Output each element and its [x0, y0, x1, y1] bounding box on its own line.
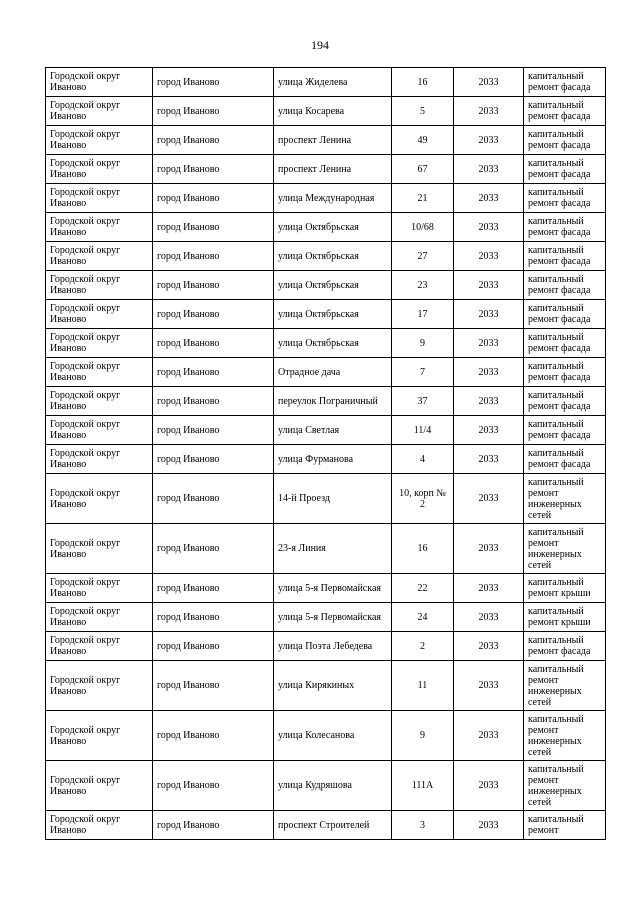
cell-year: 2033: [454, 574, 524, 603]
cell-house: 7: [392, 358, 454, 387]
table-row: [46, 524, 606, 574]
cell-house: 27: [392, 242, 454, 271]
cell-house: 10, корп № 2: [392, 474, 454, 524]
table-row: [46, 184, 606, 213]
cell-district: Городской округ Иваново: [46, 661, 153, 711]
cell-street: улица Октябрьская: [274, 271, 392, 300]
cell-city: город Иваново: [153, 761, 274, 811]
cell-house: 11: [392, 661, 454, 711]
cell-district: Городской округ Иваново: [46, 603, 153, 632]
cell-street: улица Октябрьская: [274, 242, 392, 271]
cell-street: улица Жиделева: [274, 68, 392, 97]
table-row: [46, 761, 606, 811]
cell-work-type: капитальный ремонт инженерных сетей: [524, 474, 606, 524]
cell-city: город Иваново: [153, 632, 274, 661]
cell-work-type: капитальный ремонт фасада: [524, 155, 606, 184]
cell-work-type: капитальный ремонт инженерных сетей: [524, 661, 606, 711]
cell-year: 2033: [454, 184, 524, 213]
cell-city: город Иваново: [153, 387, 274, 416]
cell-city: город Иваново: [153, 445, 274, 474]
cell-work-type: капитальный ремонт: [524, 811, 606, 840]
cell-city: город Иваново: [153, 184, 274, 213]
cell-house: 67: [392, 155, 454, 184]
cell-district: Городской округ Иваново: [46, 574, 153, 603]
cell-house: 23: [392, 271, 454, 300]
cell-work-type: капитальный ремонт фасада: [524, 632, 606, 661]
cell-work-type: капитальный ремонт фасада: [524, 213, 606, 242]
cell-city: город Иваново: [153, 242, 274, 271]
cell-district: Городской округ Иваново: [46, 271, 153, 300]
cell-year: 2033: [454, 661, 524, 711]
table-row: [46, 574, 606, 603]
cell-year: 2033: [454, 155, 524, 184]
table-row: [46, 271, 606, 300]
table-row: [46, 242, 606, 271]
cell-street: улица Октябрьская: [274, 329, 392, 358]
table-row: [46, 445, 606, 474]
cell-year: 2033: [454, 68, 524, 97]
cell-year: 2033: [454, 761, 524, 811]
table-row: [46, 300, 606, 329]
cell-city: город Иваново: [153, 213, 274, 242]
cell-street: 14-й Проезд: [274, 474, 392, 524]
cell-city: город Иваново: [153, 271, 274, 300]
cell-house: 5: [392, 97, 454, 126]
cell-work-type: капитальный ремонт фасада: [524, 184, 606, 213]
cell-year: 2033: [454, 300, 524, 329]
table-row: [46, 155, 606, 184]
cell-street: улица Фурманова: [274, 445, 392, 474]
cell-work-type: капитальный ремонт инженерных сетей: [524, 711, 606, 761]
cell-city: город Иваново: [153, 155, 274, 184]
cell-house: 16: [392, 524, 454, 574]
cell-street: улица 5-я Первомайская: [274, 603, 392, 632]
cell-district: Городской округ Иваново: [46, 387, 153, 416]
table-row: [46, 632, 606, 661]
cell-work-type: капитальный ремонт фасада: [524, 387, 606, 416]
cell-work-type: капитальный ремонт инженерных сетей: [524, 761, 606, 811]
cell-district: Городской округ Иваново: [46, 300, 153, 329]
cell-district: Городской округ Иваново: [46, 632, 153, 661]
cell-house: 9: [392, 329, 454, 358]
cell-work-type: капитальный ремонт фасада: [524, 416, 606, 445]
table-body: [46, 68, 606, 840]
cell-house: 16: [392, 68, 454, 97]
cell-year: 2033: [454, 97, 524, 126]
table-row: [46, 711, 606, 761]
cell-house: 21: [392, 184, 454, 213]
cell-street: проспект Строителей: [274, 811, 392, 840]
cell-district: Городской округ Иваново: [46, 474, 153, 524]
cell-city: город Иваново: [153, 68, 274, 97]
cell-year: 2033: [454, 632, 524, 661]
cell-district: Городской округ Иваново: [46, 97, 153, 126]
cell-street: улица Октябрьская: [274, 300, 392, 329]
cell-city: город Иваново: [153, 524, 274, 574]
cell-district: Городской округ Иваново: [46, 358, 153, 387]
cell-street: улица Косарева: [274, 97, 392, 126]
cell-house: 3: [392, 811, 454, 840]
cell-year: 2033: [454, 603, 524, 632]
cell-district: Городской округ Иваново: [46, 68, 153, 97]
cell-street: проспект Ленина: [274, 155, 392, 184]
cell-street: улица Поэта Лебедева: [274, 632, 392, 661]
cell-year: 2033: [454, 126, 524, 155]
cell-house: 37: [392, 387, 454, 416]
table-row: [46, 213, 606, 242]
cell-year: 2033: [454, 811, 524, 840]
cell-street: улица Кудряшова: [274, 761, 392, 811]
cell-street: улица Октябрьская: [274, 213, 392, 242]
cell-year: 2033: [454, 524, 524, 574]
cell-city: город Иваново: [153, 300, 274, 329]
housing-repair-table: [45, 67, 606, 840]
cell-city: город Иваново: [153, 97, 274, 126]
cell-work-type: капитальный ремонт фасада: [524, 97, 606, 126]
cell-district: Городской округ Иваново: [46, 184, 153, 213]
cell-year: 2033: [454, 387, 524, 416]
table-row: [46, 358, 606, 387]
cell-house: 49: [392, 126, 454, 155]
cell-district: Городской округ Иваново: [46, 761, 153, 811]
cell-city: город Иваново: [153, 711, 274, 761]
cell-house: 4: [392, 445, 454, 474]
cell-district: Городской округ Иваново: [46, 811, 153, 840]
cell-house: 17: [392, 300, 454, 329]
table-row: [46, 126, 606, 155]
cell-city: город Иваново: [153, 329, 274, 358]
cell-house: 22: [392, 574, 454, 603]
cell-street: проспект Ленина: [274, 126, 392, 155]
table-row: [46, 811, 606, 840]
cell-work-type: капитальный ремонт фасада: [524, 445, 606, 474]
cell-city: город Иваново: [153, 474, 274, 524]
cell-work-type: капитальный ремонт фасада: [524, 271, 606, 300]
cell-city: город Иваново: [153, 126, 274, 155]
cell-year: 2033: [454, 474, 524, 524]
cell-street: улица Кирякиных: [274, 661, 392, 711]
cell-house: 9: [392, 711, 454, 761]
table-row: [46, 68, 606, 97]
cell-street: Отрадное дача: [274, 358, 392, 387]
cell-work-type: капитальный ремонт фасада: [524, 68, 606, 97]
cell-district: Городской округ Иваново: [46, 711, 153, 761]
cell-work-type: капитальный ремонт фасада: [524, 126, 606, 155]
table-row: [46, 416, 606, 445]
cell-work-type: капитальный ремонт фасада: [524, 300, 606, 329]
table-row: [46, 387, 606, 416]
cell-city: город Иваново: [153, 574, 274, 603]
cell-district: Городской округ Иваново: [46, 416, 153, 445]
cell-year: 2033: [454, 271, 524, 300]
cell-street: улица 5-я Первомайская: [274, 574, 392, 603]
cell-house: 2: [392, 632, 454, 661]
cell-work-type: капитальный ремонт фасада: [524, 242, 606, 271]
cell-year: 2033: [454, 711, 524, 761]
cell-house: 111А: [392, 761, 454, 811]
cell-district: Городской округ Иваново: [46, 329, 153, 358]
cell-city: город Иваново: [153, 661, 274, 711]
cell-district: Городской округ Иваново: [46, 155, 153, 184]
cell-street: улица Светлая: [274, 416, 392, 445]
cell-city: город Иваново: [153, 416, 274, 445]
cell-city: город Иваново: [153, 603, 274, 632]
cell-house: 11/4: [392, 416, 454, 445]
cell-street: улица Международная: [274, 184, 392, 213]
cell-street: переулок Пограничный: [274, 387, 392, 416]
cell-work-type: капитальный ремонт крыши: [524, 574, 606, 603]
cell-street: улица Колесанова: [274, 711, 392, 761]
table-row: [46, 97, 606, 126]
cell-year: 2033: [454, 242, 524, 271]
cell-year: 2033: [454, 416, 524, 445]
cell-city: город Иваново: [153, 811, 274, 840]
cell-work-type: капитальный ремонт крыши: [524, 603, 606, 632]
cell-house: 24: [392, 603, 454, 632]
cell-year: 2033: [454, 329, 524, 358]
cell-year: 2033: [454, 213, 524, 242]
cell-district: Городской округ Иваново: [46, 126, 153, 155]
cell-work-type: капитальный ремонт фасада: [524, 358, 606, 387]
page-number: 194: [311, 38, 329, 52]
cell-district: Городской округ Иваново: [46, 213, 153, 242]
cell-city: город Иваново: [153, 358, 274, 387]
cell-district: Городской округ Иваново: [46, 445, 153, 474]
table-row: [46, 603, 606, 632]
cell-district: Городской округ Иваново: [46, 242, 153, 271]
cell-year: 2033: [454, 358, 524, 387]
table-row: [46, 329, 606, 358]
table-row: [46, 474, 606, 524]
cell-district: Городской округ Иваново: [46, 524, 153, 574]
cell-house: 10/68: [392, 213, 454, 242]
cell-work-type: капитальный ремонт инженерных сетей: [524, 524, 606, 574]
table-row: [46, 661, 606, 711]
cell-year: 2033: [454, 445, 524, 474]
cell-work-type: капитальный ремонт фасада: [524, 329, 606, 358]
cell-street: 23-я Линия: [274, 524, 392, 574]
